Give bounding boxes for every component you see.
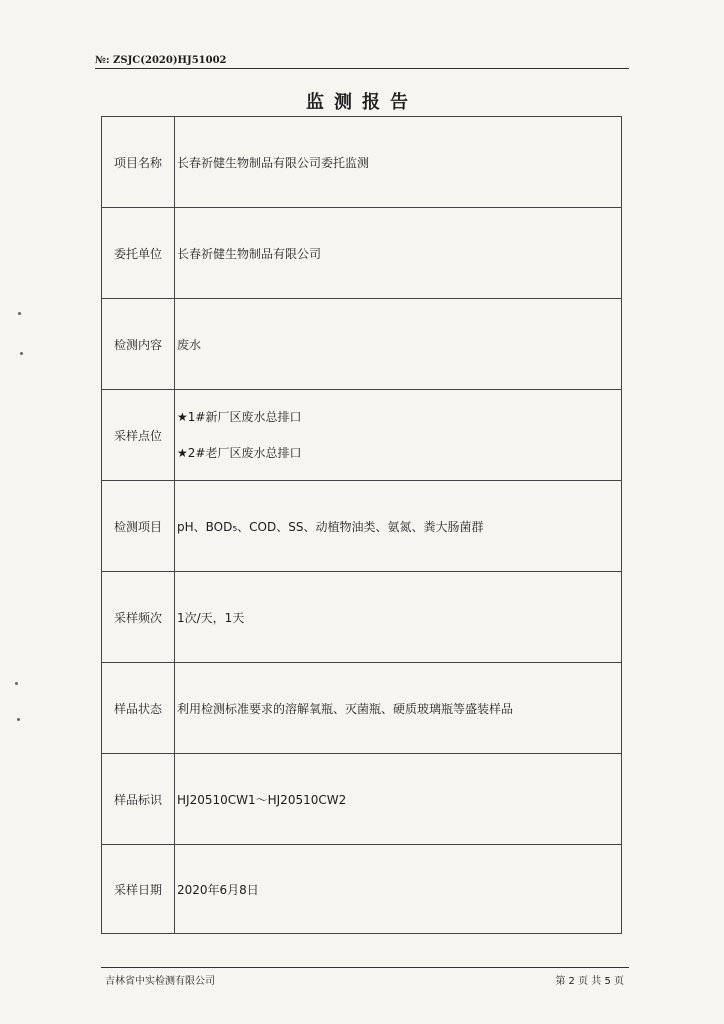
row-value: 长春祈健生物制品有限公司	[175, 208, 622, 299]
sampling-point-1: ★1#新厂区废水总排口	[177, 410, 302, 424]
scan-speck	[15, 682, 18, 685]
row-value: 利用检测标准要求的溶解氧瓶、灭菌瓶、硬质玻璃瓶等盛装样品	[175, 663, 622, 754]
footer-company: 吉林省中实检测有限公司	[105, 976, 215, 987]
table-row	[102, 845, 622, 934]
row-value: HJ20510CW1～HJ20510CW2	[175, 754, 622, 845]
row-label: 检测项目	[102, 481, 175, 572]
table-row	[102, 572, 622, 663]
table-row	[102, 208, 622, 299]
row-label: 采样点位	[102, 390, 175, 481]
row-label: 检测内容	[102, 299, 175, 390]
page-title: 监测报告	[306, 92, 418, 113]
report-table	[101, 116, 622, 934]
table-row	[102, 117, 622, 208]
footer-divider	[101, 967, 629, 968]
scan-speck	[20, 352, 23, 355]
row-value-points	[175, 390, 622, 481]
report-number: №: ZSJC(2020)HJ51002	[95, 55, 227, 66]
table-row	[102, 299, 622, 390]
scan-speck	[18, 312, 21, 315]
row-value: 2020年6月8日	[175, 845, 622, 934]
row-label: 采样日期	[102, 845, 175, 934]
row-value: 1次/天，1天	[175, 572, 622, 663]
scan-speck	[17, 718, 20, 721]
table-row	[102, 663, 622, 754]
header-divider	[95, 68, 629, 69]
table-row	[102, 754, 622, 845]
row-label: 委托单位	[102, 208, 175, 299]
row-label: 样品状态	[102, 663, 175, 754]
row-label: 项目名称	[102, 117, 175, 208]
footer-page-info: 第 2 页 共 5 页	[555, 976, 624, 987]
row-label: 采样频次	[102, 572, 175, 663]
row-value: 废水	[175, 299, 622, 390]
sampling-point-2: ★2#老厂区废水总排口	[177, 446, 302, 460]
seam-stamp-edge	[708, 488, 718, 608]
table-row	[102, 481, 622, 572]
row-value: pH、BOD₅、COD、SS、动植物油类、氨氮、粪大肠菌群	[175, 481, 622, 572]
table-row	[102, 390, 622, 481]
row-label: 样品标识	[102, 754, 175, 845]
row-value: 长春祈健生物制品有限公司委托监测	[175, 117, 622, 208]
